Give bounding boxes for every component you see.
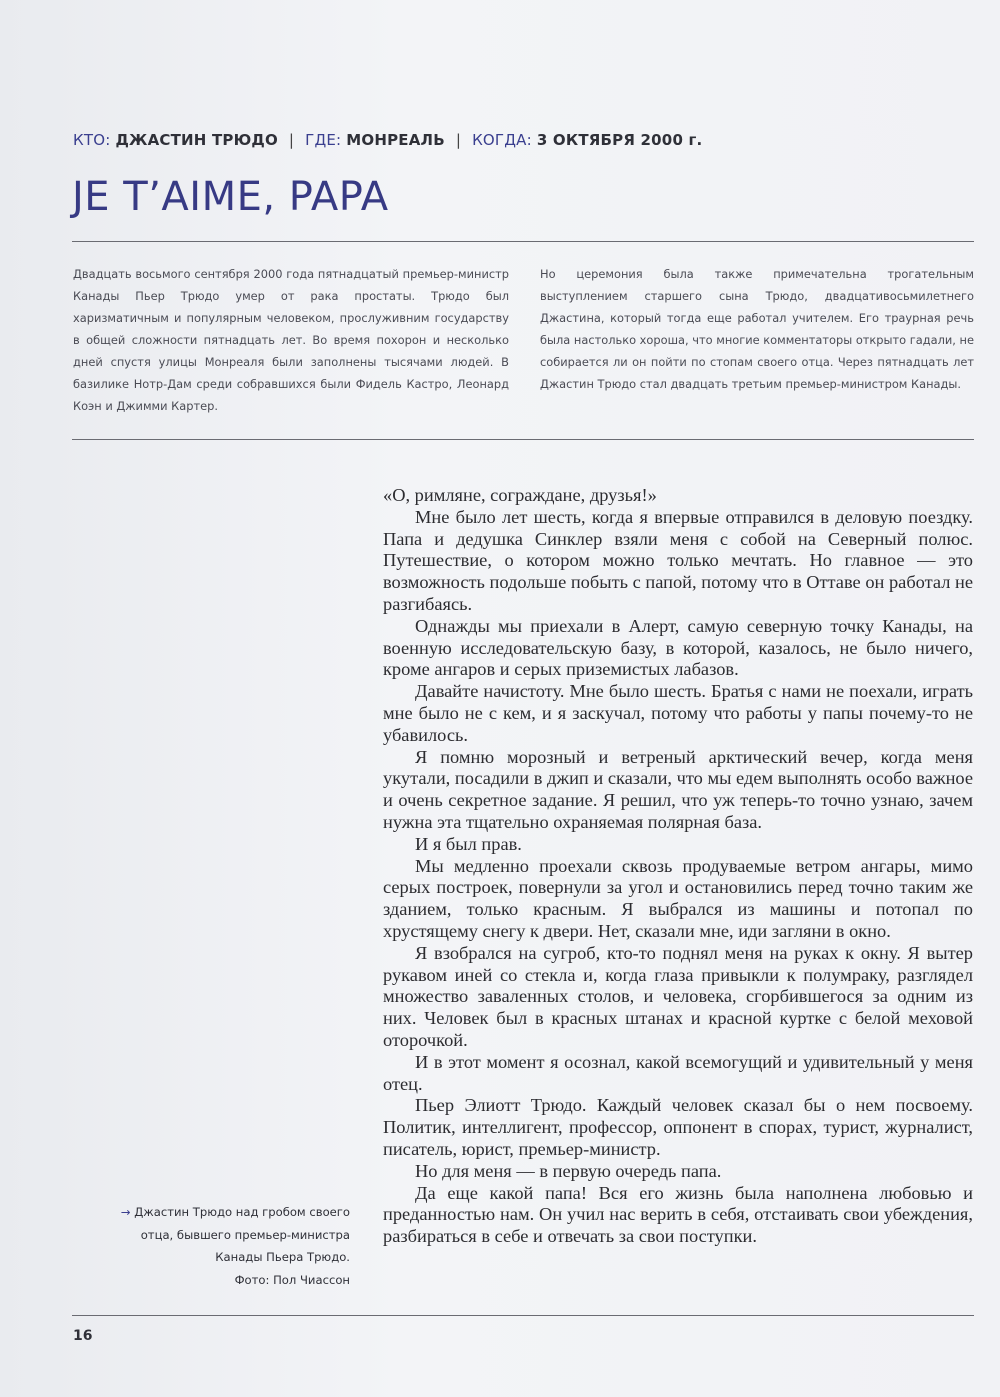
arrow-right-icon: →	[120, 1205, 131, 1219]
body-paragraph: «О, римляне, сограждане, друзья!»	[383, 485, 657, 505]
where-value: МОНРЕАЛЬ	[346, 131, 445, 149]
body-paragraph: Но для меня — в первую очередь папа.	[415, 1160, 722, 1181]
who-value: ДЖАСТИН ТРЮДО	[115, 131, 278, 149]
footer-divider	[72, 1315, 974, 1316]
who-label: КТО:	[73, 131, 111, 149]
intro-divider	[72, 439, 974, 440]
page-title: JE T’AIME, PAPA	[72, 174, 389, 220]
article-meta-line	[73, 131, 973, 149]
where-label: ГДЕ:	[305, 131, 342, 149]
body-paragraph: И я был прав.	[415, 833, 522, 854]
intro-paragraph-right: Но церемония была также примечательна трогательным выступлением старшего сына Трюдо, двадцативосьмилетнего Джастина, который тогда еще работал учителем. Его траурная речь была настолько хороша, что многие комментаторы открыто гадали, не собирается ли он пойти по стопам своего отца. Через пятнадцать лет Джастин Трюдо стал двадцать третьим премьер-министром Канады.	[540, 267, 974, 391]
body-paragraph: Давайте начистоту. Мне было шесть. Братья с нами не поехали, играть мне было не с кем, и я заскучал, потому что работы у папы почему-то не убавилось.	[383, 681, 973, 745]
when-label: КОГДА:	[472, 131, 532, 149]
photo-caption	[112, 1201, 350, 1291]
intro-paragraph-left: Двадцать восьмого сентября 2000 года пятнадцатый премьер-министр Канады Пьер Трюдо умер от рака простаты. Трюдо был харизматичным и популярным человеком, прослуживним государству в общей сложности пятнадцать лет. Во время похорон и несколько дней спустя улицы Монреаля были заполнены тысячами людей. В базилике Нотр-Дам среди собравшихся были Фидель Кастро, Леонард Коэн и Джимми Картер.	[73, 267, 509, 413]
page-number: 16	[73, 1328, 93, 1344]
title-divider	[72, 241, 974, 242]
photo-credit: Фото: Пол Чиассон	[234, 1272, 350, 1287]
body-paragraph: Я взобрался на сугроб, кто-то поднял меня на руках к окну. Я вытер рукавом иней со стекла и, когда глаза привыкли к полумраку, разглядел множество заваленных столов, и человека, сгорбившегося за одним из них. Человек был в красных штанах и красной куртке с белой меховой оторочкой.	[383, 942, 973, 1050]
body-paragraph: Да еще какой папа! Вся его жизнь была наполнена любовью и преданностью нам. Он учил нас верить в себя, отстаивать свои убеждения, разбираться в себе и отвечать за свои поступки.	[383, 1182, 973, 1247]
body-paragraph: Мне было лет шесть, когда я впервые отправился в деловую поездку. Папа и дедушка Синклер взяли меня с собой на Северный полюс. Путешествие, о котором можно только мечтать. Но главное — это возможность подольше побыть с папой, потому что в Оттаве он работал не разгибаясь.	[383, 506, 973, 614]
body-paragraph: Мы медленно проехали сквозь продуваемые ветром ангары, мимо серых построек, повернули за угол и остановились перед точно таким же зданием, только красным. Я выбрался из машины и потопал по хрустящему снегу к двери. Нет, сказали мне, иди загляни в окно.	[383, 855, 973, 941]
meta-separator: |	[455, 131, 462, 149]
body-paragraph: Однажды мы приехали в Алерт, самую северную точку Канады, на военную исследовательскую базу, в которой, казалось, не было ничего, кроме ангаров и серых приземистых лабазов.	[383, 615, 973, 680]
body-paragraph: Пьер Элиотт Трюдо. Каждый человек сказал бы о нем посвоему. Политик, интеллигент, профессор, оппонент в спорах, турист, журналист, писатель, юрист, премьер-министр.	[383, 1095, 973, 1159]
caption-text: Джастин Трюдо над гробом своего отца, бывшего премьер-министра Канады Пьера Трюдо.	[134, 1205, 350, 1264]
meta-separator: |	[288, 131, 295, 149]
body-paragraph: И в этот момент я осознал, какой всемогущий и удивительный у меня отец.	[383, 1051, 973, 1094]
speech-text	[383, 485, 973, 1248]
body-paragraph: Я помню морозный и ветреный арктический вечер, когда меня укутали, посадили в джип и сказали, что мы едем выполнять особо важное и очень секретное задание. Я решил, что уж теперь-то точно узнаю, зачем нужна эта тщательно охраняемая полярная база.	[383, 746, 973, 832]
when-value: 3 ОКТЯБРЯ 2000 г.	[536, 131, 703, 149]
